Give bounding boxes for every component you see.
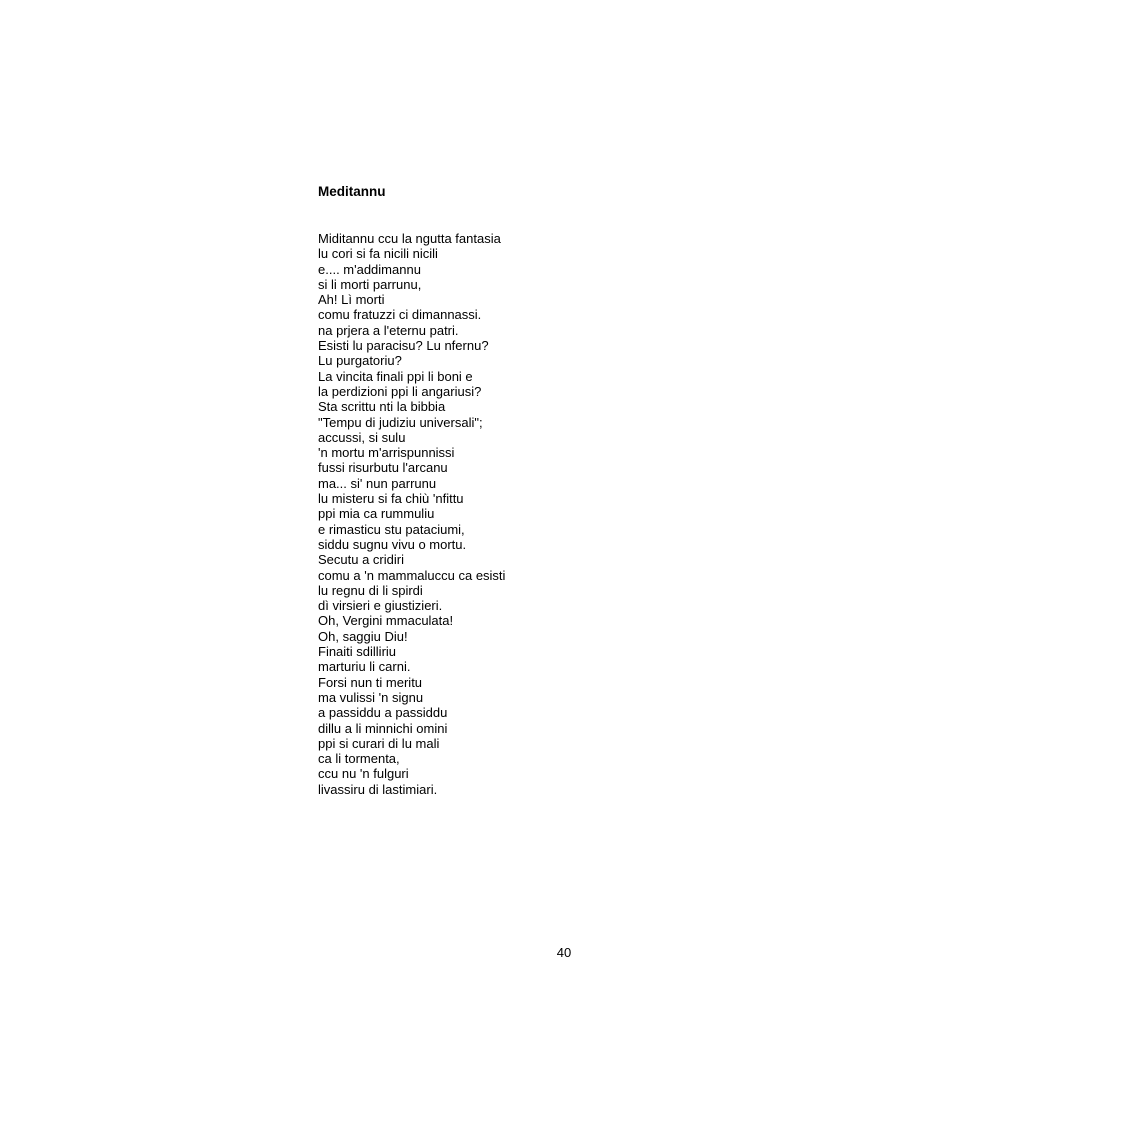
poem-line: "Tempu di judiziu universali"; <box>318 414 483 430</box>
poem-line: lu cori si fa nicili nicili <box>318 246 438 262</box>
poem-line: Secutu a cridiri <box>318 552 404 568</box>
poem-line: siddu sugnu vivu o mortu. <box>318 536 467 552</box>
poem-line: e.... m'addimannu <box>318 261 421 277</box>
poem-line: dì virsieri e giustizieri. <box>318 598 443 614</box>
poem-line: Lu purgatoriu? <box>318 353 402 369</box>
poem-line: livassiru di lastimiari. <box>318 781 438 797</box>
poem-line: La vincita finali ppi li boni e <box>318 368 473 384</box>
poem-line: ca li tormenta, <box>318 751 400 767</box>
poem-title: Meditannu <box>318 184 386 199</box>
poem-line: ma vulissi 'n signu <box>318 689 424 705</box>
poem-line: Oh, saggiu Diu! <box>318 628 408 644</box>
poem-line: Forsi nun ti meritu <box>318 674 423 690</box>
poem-line: ppi si curari di lu mali <box>318 735 440 751</box>
poem-line: accussi, si sulu <box>318 429 406 445</box>
poem-line: Ah! Lì morti <box>318 292 385 308</box>
poem-body <box>318 231 505 797</box>
page-number: 40 <box>556 945 572 960</box>
poem-line: Esisti lu paracisu? Lu nfernu? <box>318 338 489 354</box>
poem-line: comu fratuzzi ci dimannassi. <box>318 307 482 323</box>
poem-line: 'n mortu m'arrispunnissi <box>318 445 455 461</box>
poem-line: ma... si' nun parrunu <box>318 475 437 491</box>
poem-line: ccu nu 'n fulguri <box>318 766 409 782</box>
poem-line: ppi mia ca rummuliu <box>318 506 435 522</box>
poem-line: lu regnu di li spirdi <box>318 582 423 598</box>
poem-line: lu misteru si fa chiù 'nfittu <box>318 491 464 507</box>
poem-line: Finaiti sdilliriu <box>318 644 397 660</box>
poem-line: dillu a li minnichi omini <box>318 720 448 736</box>
poem-line: Sta scrittu nti la bibbia <box>318 399 446 415</box>
poem-line: marturiu li carni. <box>318 659 411 675</box>
poem-line: si li morti parrunu, <box>318 276 422 292</box>
poem-line: Miditannu ccu la ngutta fantasia <box>318 231 501 246</box>
poem-line: la perdizioni ppi li angariusi? <box>318 383 482 399</box>
poem-line: Oh, Vergini mmaculata! <box>318 613 454 629</box>
poem-line: comu a 'n mammaluccu ca esisti <box>318 567 506 583</box>
poem-line: na prjera a l'eternu patri. <box>318 322 459 338</box>
poem-line: a passiddu a passiddu <box>318 705 448 721</box>
poem-line: e rimasticu stu pataciumi, <box>318 521 465 537</box>
poem-line: fussi risurbutu l'arcanu <box>318 460 448 476</box>
